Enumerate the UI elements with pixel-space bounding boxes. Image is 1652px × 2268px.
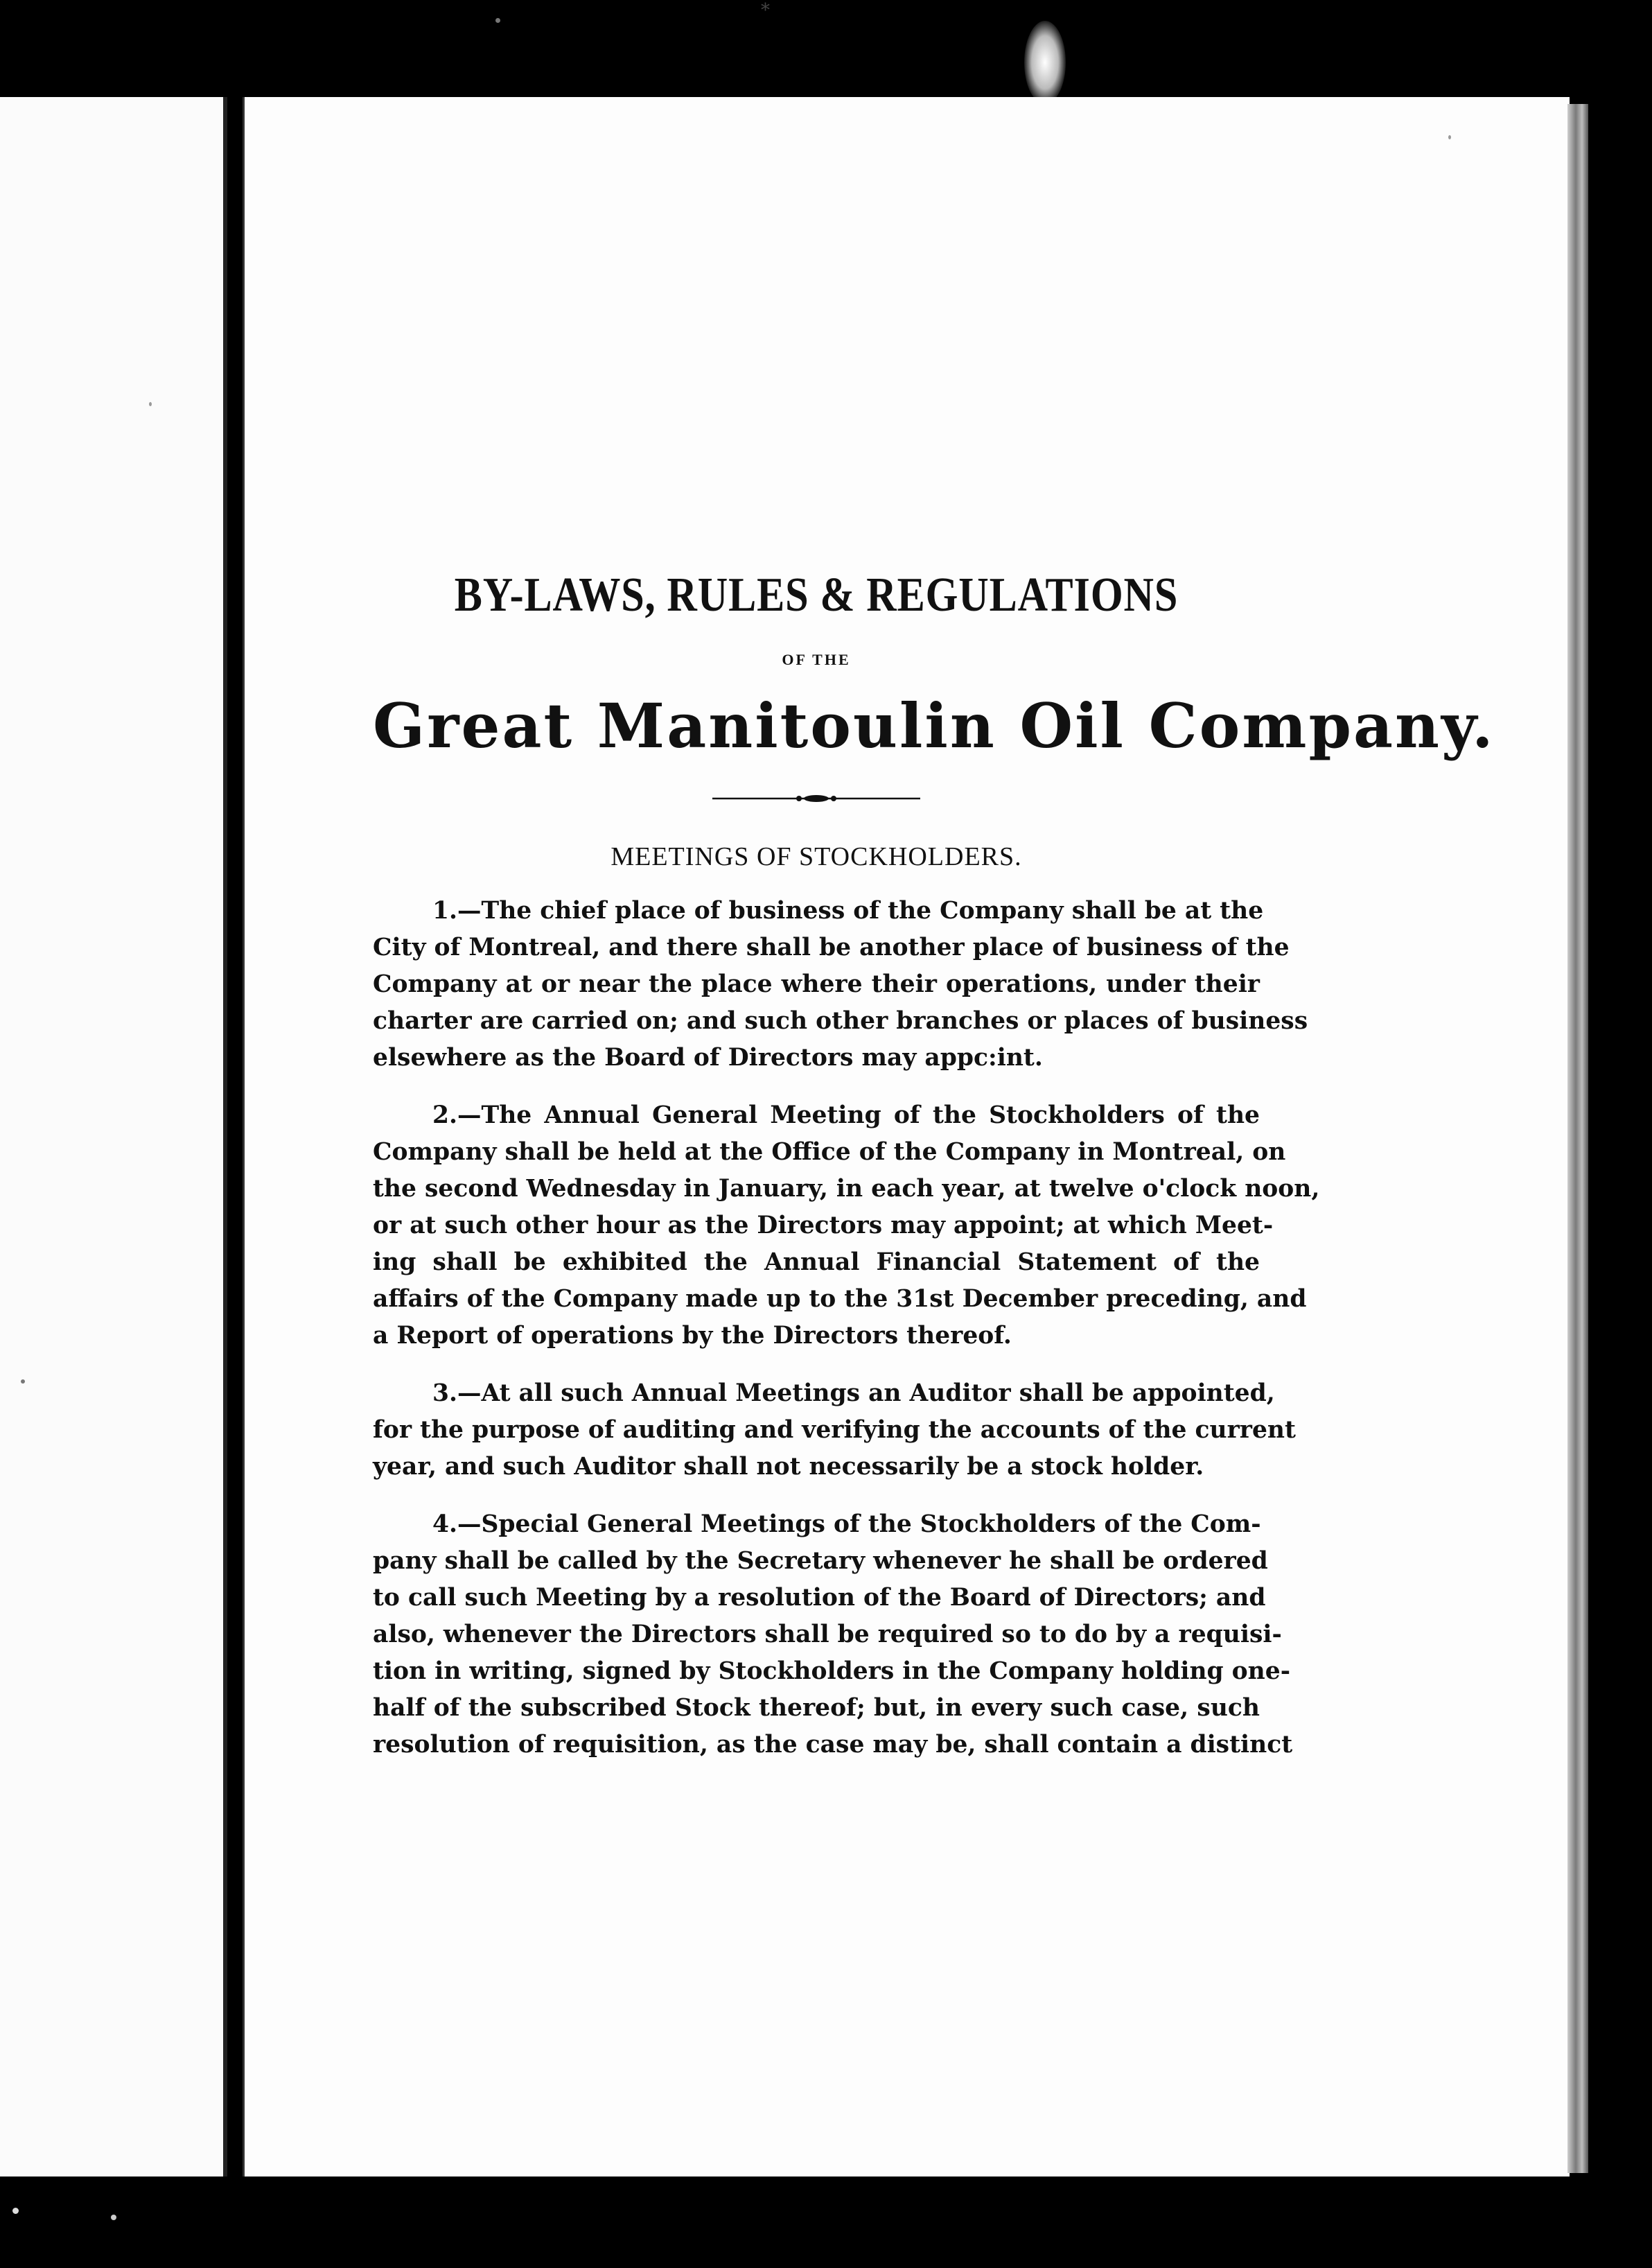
text-line: 2.—The Annual General Meeting of the Stockholders of the (432, 1101, 1260, 1129)
text-line: City of Montreal, and there shall be another place of business of the (373, 933, 1290, 961)
text-line: charter are carried on; and such other branches or places of business (373, 1006, 1308, 1035)
company-name: Great Manitoulin Oil Company. (373, 690, 1495, 762)
text-line: year, and such Auditor shall not necessarily be a stock holder. (373, 1452, 1204, 1481)
document-content (373, 568, 1495, 1784)
text-line: resolution of requisition, as the case may be, shall contain a distinct (373, 1730, 1293, 1759)
scan-mark: * (761, 0, 770, 21)
text-line: ing shall be exhibited the Annual Financial Statement of the (373, 1248, 1260, 1276)
bylaw-paragraph-3 (373, 1375, 1296, 1485)
text-line: Company shall be held at the Office of the Company in Montreal, on (373, 1137, 1286, 1166)
text-line: to call such Meeting by a resolution of the Board of Directors; and (373, 1583, 1266, 1612)
text-line: tion in writing, signed by Stockholders in the Company holding one- (373, 1657, 1291, 1685)
text-line: the second Wednesday in January, in each year, at twelve o'clock noon, (373, 1174, 1320, 1203)
text-line: Company at or near the place where their operations, under their (373, 970, 1260, 998)
text-line: for the purpose of auditing and verifying the accounts of the current (373, 1415, 1296, 1444)
section-heading: MEETINGS OF STOCKHOLDERS. (610, 841, 1022, 871)
scan-speck (111, 2215, 116, 2220)
bylaw-paragraph-4 (373, 1506, 1293, 1763)
scan-speck (21, 1379, 25, 1384)
text-line: or at such other hour as the Directors may appoint; at which Meet- (373, 1211, 1274, 1239)
text-line: a Report of operations by the Directors thereof. (373, 1321, 1012, 1350)
text-line: also, whenever the Directors shall be required so to do by a requisi- (373, 1620, 1282, 1648)
document-title: BY-LAWS, RULES & REGULATIONS (454, 568, 1179, 622)
bylaw-paragraph-2 (373, 1097, 1320, 1354)
scan-speck (495, 18, 500, 23)
text-line: elsewhere as the Board of Directors may appc:int. (373, 1043, 1043, 1072)
ornamental-rule (712, 792, 920, 805)
bylaw-paragraph-1 (373, 893, 1308, 1076)
text-line: pany shall be called by the Secretary whenever he shall be ordered (373, 1546, 1268, 1575)
text-line: 1.—The chief place of business of the Company shall be at the (432, 896, 1264, 925)
title-connector: OF THE (782, 651, 851, 668)
text-line: 4.—Special General Meetings of the Stockholders of the Com- (432, 1510, 1261, 1538)
scan-speck (149, 402, 152, 406)
light-glare (1024, 21, 1066, 104)
text-line: half of the subscribed Stock thereof; but, in every such case, such (373, 1693, 1260, 1722)
scan-speck (1448, 135, 1451, 139)
text-line: affairs of the Company made up to the 31st December preceding, and (373, 1284, 1307, 1313)
text-line: 3.—At all such Annual Meetings an Auditor shall be appointed, (432, 1379, 1275, 1407)
facing-page (0, 97, 227, 2177)
scan-speck (12, 2208, 19, 2214)
page-edge-stack (1567, 104, 1588, 2173)
